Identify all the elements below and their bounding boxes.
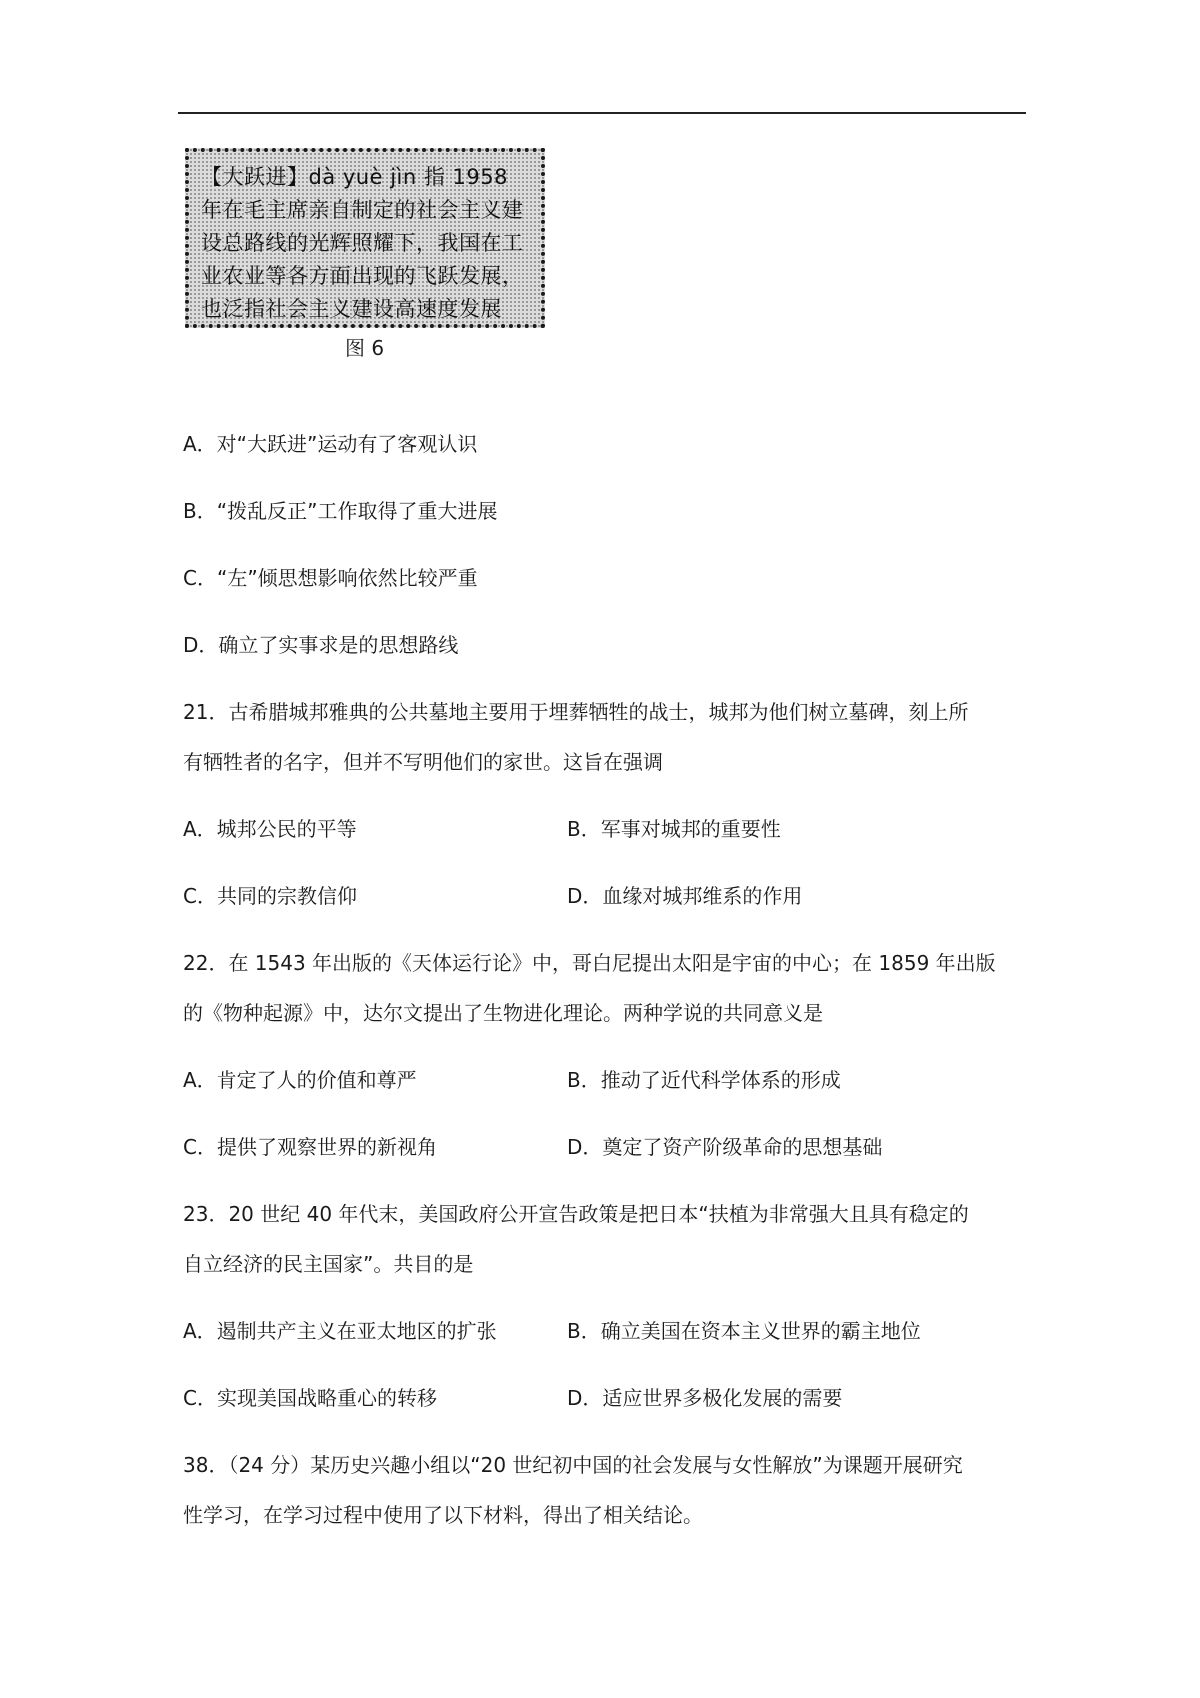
q20-option-c: C．“左”倾思想影响依然比较严重 — [183, 566, 478, 590]
q21-option-b: B．军事对城邦的重要性 — [567, 817, 781, 841]
q21-option-a: A．城邦公民的平等 — [183, 817, 357, 841]
q21-option-d: D．血缘对城邦维系的作用 — [567, 884, 803, 908]
q22-option-b: B．推动了近代科学体系的形成 — [567, 1068, 841, 1092]
q23-option-d: D．适应世界多极化发展的需要 — [567, 1386, 843, 1410]
q22-option-a: A．肯定了人的价值和尊严 — [183, 1068, 417, 1092]
figure-6-box — [185, 148, 545, 328]
q22-stem-line1: 22．在 1543 年出版的《天体运行论》中，哥白尼提出太阳是宇宙的中心；在 1859 年出版 — [183, 951, 996, 975]
q22-option-c: C．提供了观察世界的新视角 — [183, 1135, 437, 1159]
figure-6-text: 【大跃进】dà yuè jìn 指 1958 年在毛主席亲自制定的社会主义建设总路线的光辉照耀下，我国在工业农业等各方面出现的飞跃发展，也泛指社会主义建设高速度发展 — [201, 165, 524, 321]
q38-stem-line2: 性学习，在学习过程中使用了以下材料，得出了相关结论。 — [183, 1503, 703, 1527]
figure-6-caption: 图 6 — [345, 336, 385, 360]
q22-stem-line2: 的《物种起源》中，达尔文提出了生物进化理论。两种学说的共同意义是 — [183, 1001, 823, 1025]
q21-stem-line1: 21．古希腊城邦雅典的公共墓地主要用于埋葬牺牲的战士，城邦为他们树立墓碑，刻上所 — [183, 700, 969, 724]
q23-option-a: A．遏制共产主义在亚太地区的扩张 — [183, 1319, 497, 1343]
q20-option-d: D．确立了实事求是的思想路线 — [183, 633, 459, 657]
q21-option-c: C．共同的宗教信仰 — [183, 884, 357, 908]
q22-option-d: D．奠定了资产阶级革命的思想基础 — [567, 1135, 883, 1159]
q21-stem-line2: 有牺牲者的名字，但并不写明他们的家世。这旨在强调 — [183, 750, 663, 774]
q23-stem-line2: 自立经济的民主国家”。共目的是 — [183, 1252, 474, 1276]
q23-stem-line1: 23．20 世纪 40 年代末，美国政府公开宣告政策是把日本“扶植为非常强大且具有稳定的 — [183, 1202, 969, 1226]
q38-stem-line1: 38．（24 分）某历史兴趣小组以“20 世纪初中国的社会发展与女性解放”为课题开展研究 — [183, 1453, 963, 1477]
q23-option-c: C．实现美国战略重心的转移 — [183, 1386, 437, 1410]
q23-option-b: B．确立美国在资本主义世界的霸主地位 — [567, 1319, 921, 1343]
q20-option-b: B．“拨乱反正”工作取得了重大进展 — [183, 499, 498, 523]
header-rule — [178, 112, 1026, 114]
q20-option-a: A．对“大跃进”运动有了客观认识 — [183, 432, 478, 456]
